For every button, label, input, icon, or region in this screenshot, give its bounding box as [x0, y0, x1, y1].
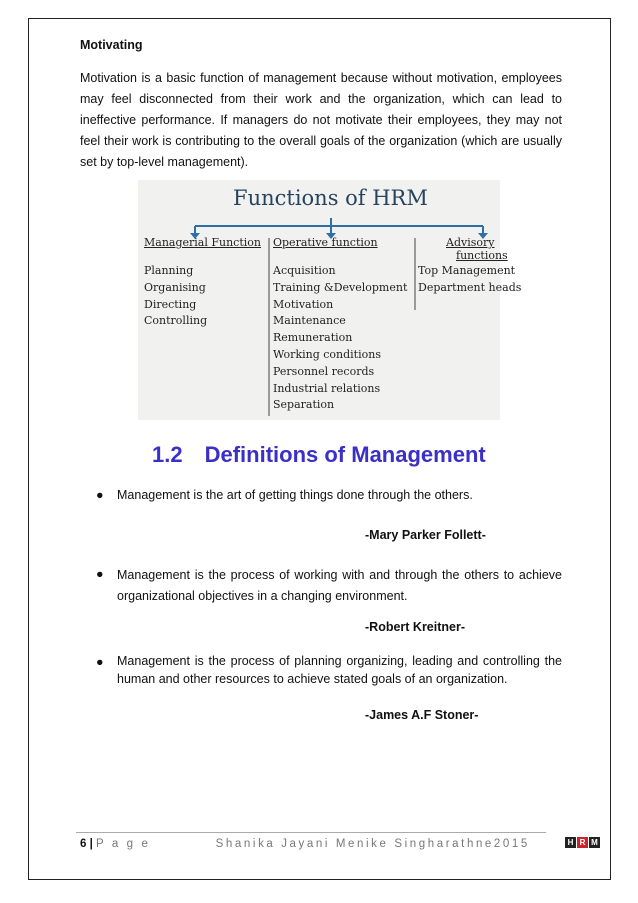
list-item: Industrial relations	[273, 381, 381, 395]
definition-author: -Robert Kreitner-	[365, 620, 466, 634]
list-item: Motivation	[273, 297, 334, 311]
list-item: Working conditions	[273, 347, 381, 361]
list-item: Organising	[144, 280, 206, 294]
advisory-heading-line1: Advisory	[446, 236, 495, 249]
managerial-heading: Managerial Function	[144, 236, 261, 249]
operative-heading: Operative function	[273, 236, 378, 249]
hrm-functions-figure	[138, 180, 522, 420]
logo-letter: M	[589, 837, 600, 848]
list-item: Controlling	[144, 314, 208, 328]
bullet-icon: ●	[96, 567, 104, 581]
bullet-icon: ●	[96, 488, 104, 502]
definition-text: Management is the art of getting things done through the others.	[117, 488, 473, 502]
logo-letter: R	[577, 837, 588, 848]
list-item: Training &Development	[273, 280, 408, 294]
logo-letter: H	[565, 837, 576, 848]
figure-title: Functions of HRM	[233, 186, 428, 210]
definition-text: Management is the process of working with and through the others to achieve organizational objectives in a changing environment.	[117, 568, 562, 603]
list-item: Planning	[144, 264, 194, 277]
motivation-paragraph: Motivation is a basic function of management because without motivation, employees may feel disconnected from their work and the organization, which can lead to ineffective performance. If managers do not motivate their employees, they may not feel their work is contributing to the overall goals of the organization (which are usually set by top-level management).	[80, 71, 562, 169]
list-item: Personnel records	[273, 364, 375, 378]
definition-author: -Mary Parker Follett-	[365, 528, 486, 542]
list-item: Top Management	[418, 264, 516, 277]
definition-author: -James A.F Stoner-	[365, 708, 479, 722]
page-label: P a g e	[96, 838, 151, 850]
bullet-icon: ●	[96, 655, 104, 669]
section-heading: Motivating	[80, 38, 143, 52]
advisory-heading-line2: functions	[456, 249, 508, 262]
list-item: Separation	[273, 398, 335, 412]
list-item: Acquisition	[273, 264, 336, 277]
definition-text: Management is the process of planning organizing, leading and controlling the human and other resources to achieve stated goals of an organization.	[117, 654, 562, 686]
page-footer	[80, 838, 530, 850]
section-number: 1.2	[152, 442, 183, 467]
footer-separator: |	[86, 838, 97, 850]
list-item: Remuneration	[273, 331, 353, 345]
footer-author: Shanika Jayani Menike Singharathne2015	[215, 838, 530, 850]
hrm-logo	[565, 837, 600, 848]
managerial-list	[144, 263, 207, 330]
list-item: Maintenance	[273, 314, 346, 328]
list-item: Directing	[144, 297, 197, 311]
section-title-text: Definitions of Management	[204, 442, 486, 467]
advisory-list	[418, 263, 521, 297]
page-number: 6	[80, 838, 87, 850]
section-title	[152, 442, 486, 468]
list-item: Department heads	[418, 280, 522, 294]
operative-list	[273, 263, 407, 414]
footer-rule	[76, 832, 546, 833]
